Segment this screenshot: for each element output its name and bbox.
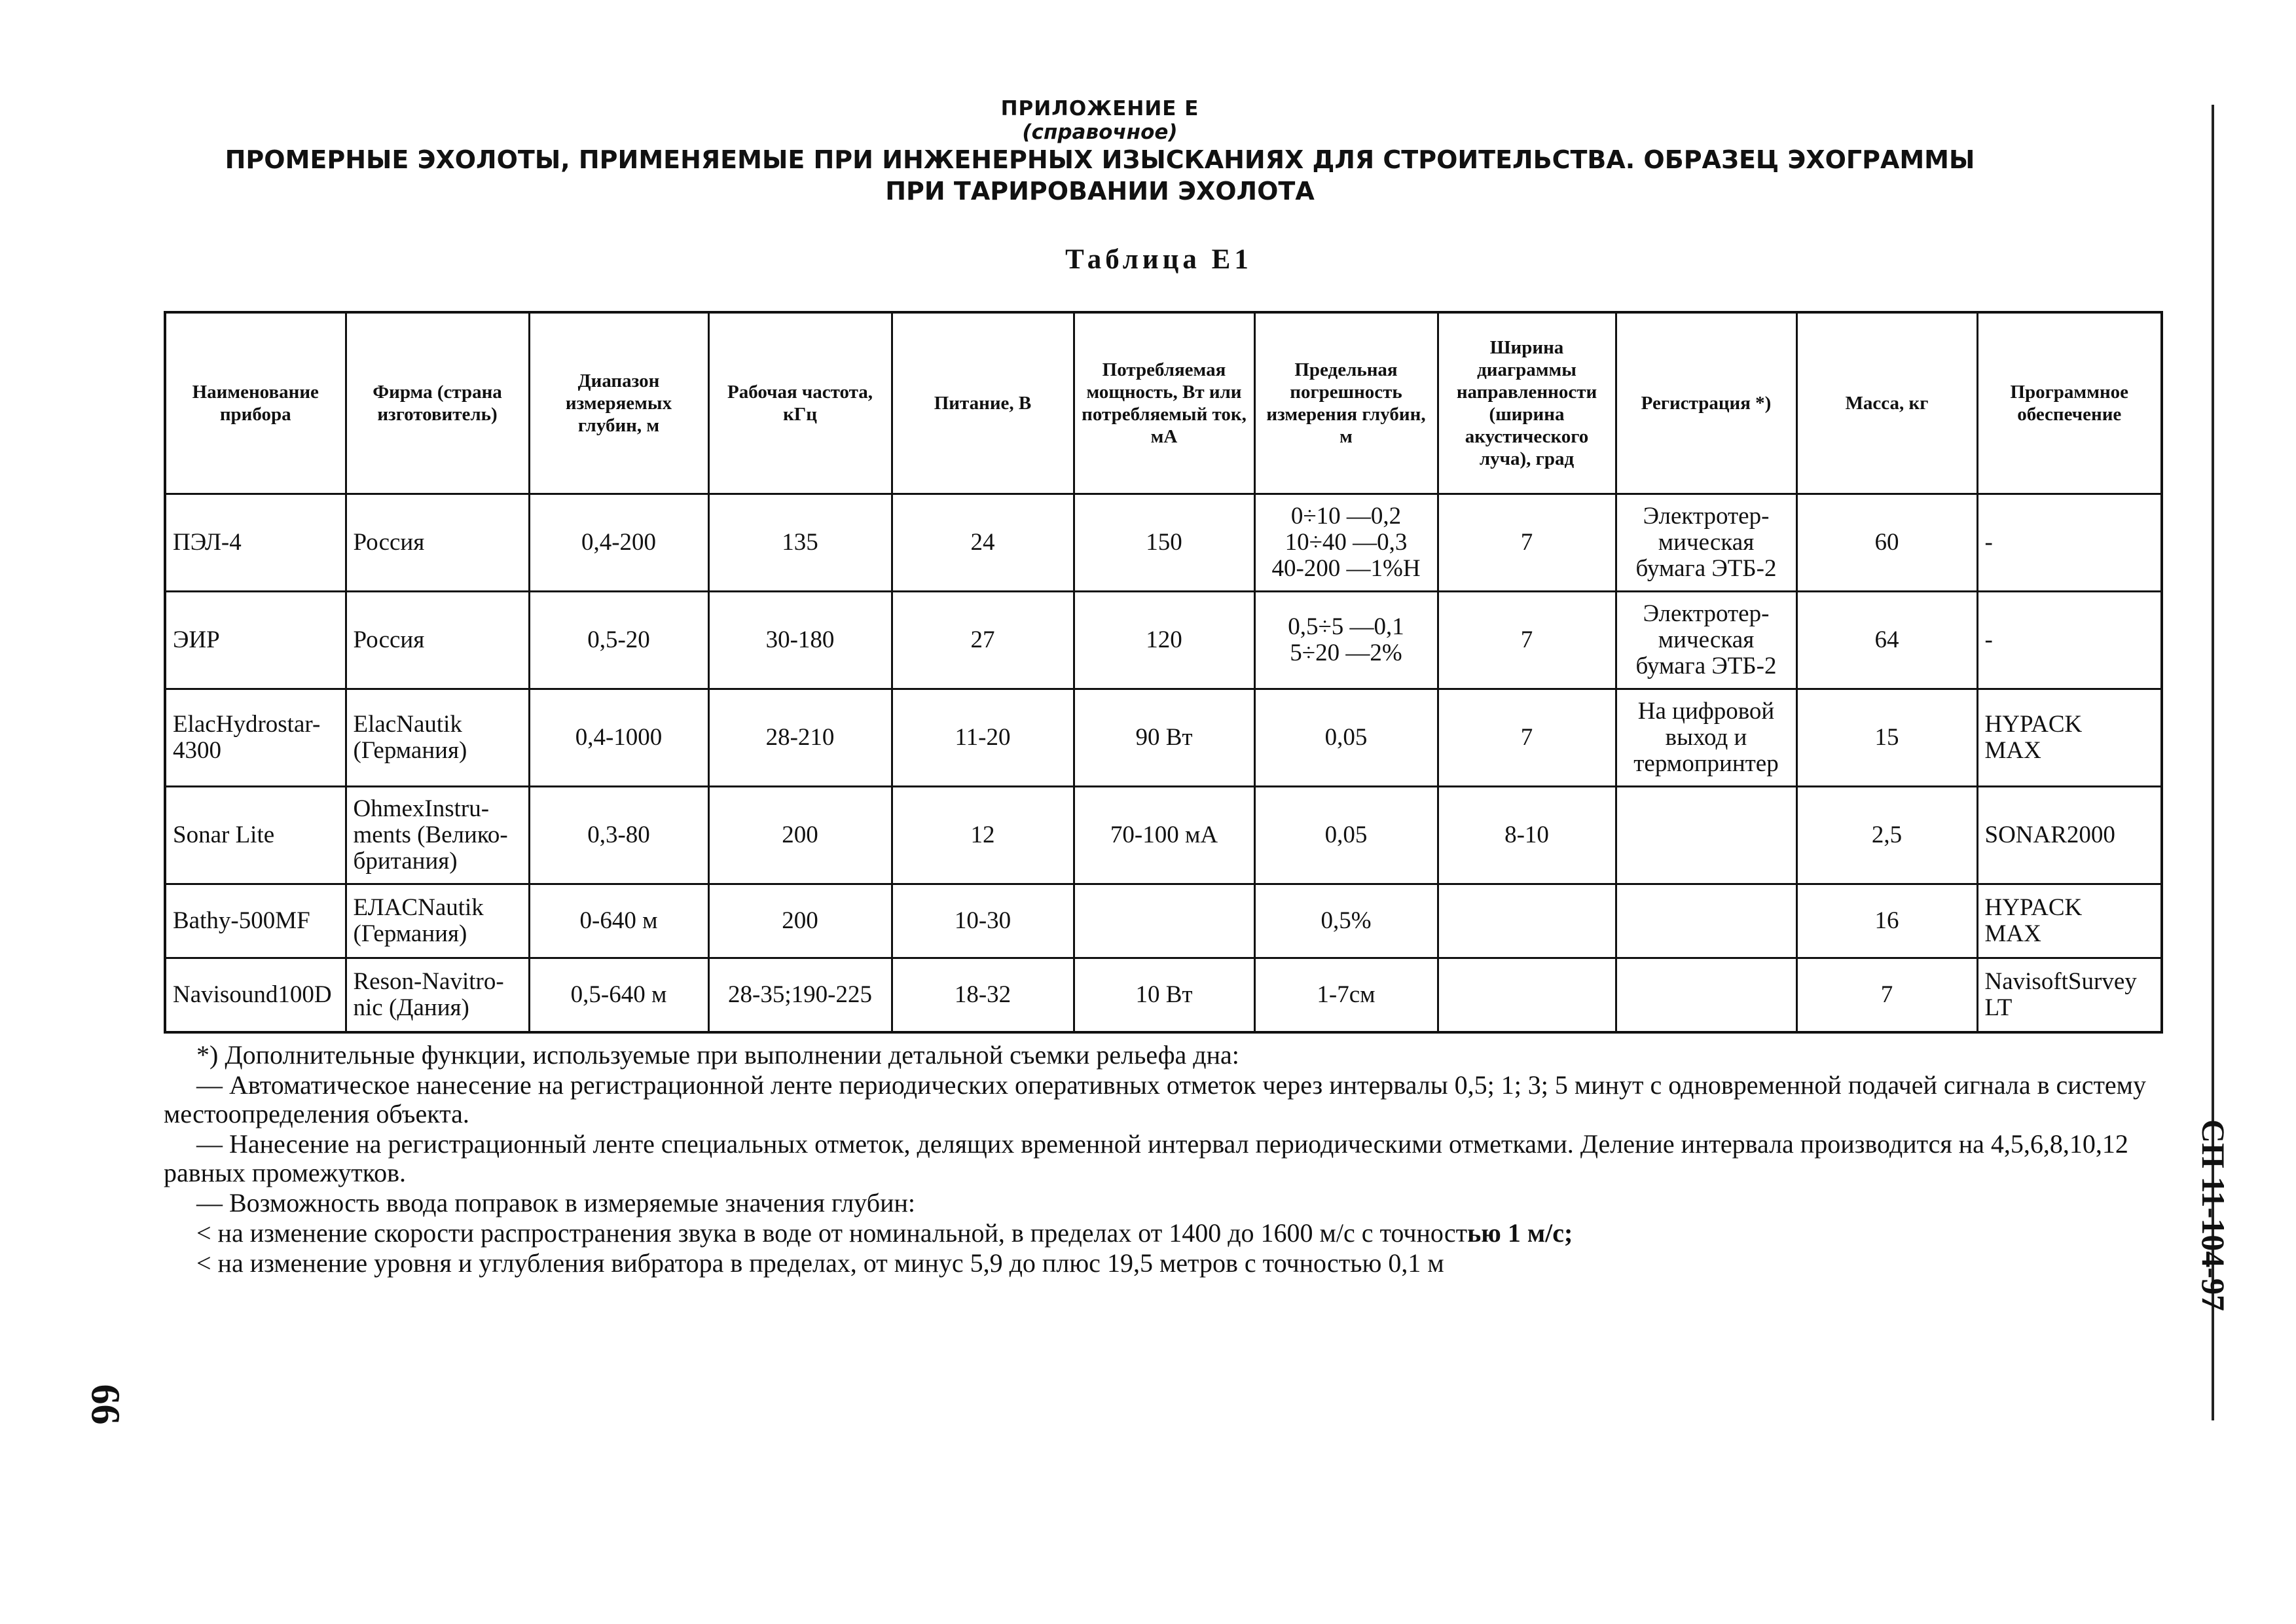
cell-software: HYPACK MAX <box>1977 689 2162 787</box>
cell-consumption: 10 Вт <box>1074 958 1254 1033</box>
cell-depth-range: 0,5-640 м <box>529 958 708 1033</box>
cell-frequency: 28-35;190-225 <box>708 958 892 1033</box>
cell-software: - <box>1977 494 2162 592</box>
column-header: Наименование прибора <box>165 312 346 494</box>
cell-device: Bathy-500MF <box>165 884 346 958</box>
cell-device: Sonar Lite <box>165 787 346 884</box>
cell-depth-range: 0,4-200 <box>529 494 708 592</box>
cell-mass: 15 <box>1796 689 1977 787</box>
cell-registration: Электротер- мическая бумага ЭТБ-2 <box>1616 494 1796 592</box>
cell-beam-width <box>1438 958 1616 1033</box>
cell-consumption: 120 <box>1074 592 1254 689</box>
cell-error: 0,5% <box>1254 884 1438 958</box>
cell-error: 0,5÷5 —0,1 5÷20 —2% <box>1254 592 1438 689</box>
cell-consumption: 90 Вт <box>1074 689 1254 787</box>
cell-power-supply: 18-32 <box>892 958 1074 1033</box>
cell-device: Navisound100D <box>165 958 346 1033</box>
table-caption: Таблица Е1 <box>1065 244 1252 275</box>
cell-frequency: 28-210 <box>708 689 892 787</box>
column-header: Программное обеспечение <box>1977 312 2162 494</box>
cell-registration: Электротер- мическая бумага ЭТБ-2 <box>1616 592 1796 689</box>
echo-sounder-table <box>164 311 2163 1034</box>
cell-frequency: 30-180 <box>708 592 892 689</box>
cell-mass: 60 <box>1796 494 1977 592</box>
cell-consumption <box>1074 884 1254 958</box>
footnote-item: < на изменение уровня и углубления вибратора в пределах, от минус 5,9 до плюс 19,5 метров с точностью 0,1 м <box>196 1248 1444 1278</box>
column-header: Ширина диаграммы направленности (ширина акустического луча), град <box>1438 312 1616 494</box>
cell-registration <box>1616 884 1796 958</box>
cell-beam-width: 7 <box>1438 494 1616 592</box>
cell-mass: 2,5 <box>1796 787 1977 884</box>
cell-maker: ElacNautik (Германия) <box>346 689 529 787</box>
cell-device: ЭИР <box>165 592 346 689</box>
cell-power-supply: 11-20 <box>892 689 1074 787</box>
cell-depth-range: 0,3-80 <box>529 787 708 884</box>
cell-registration: На цифровой выход и термопринтер <box>1616 689 1796 787</box>
cell-error: 0÷10 —0,2 10÷40 —0,3 40-200 —1%Н <box>1254 494 1438 592</box>
cell-frequency: 200 <box>708 787 892 884</box>
cell-power-supply: 12 <box>892 787 1074 884</box>
cell-beam-width: 7 <box>1438 689 1616 787</box>
cell-software: - <box>1977 592 2162 689</box>
column-header: Рабочая частота, кГц <box>708 312 892 494</box>
cell-error: 1-7см <box>1254 958 1438 1033</box>
cell-mass: 64 <box>1796 592 1977 689</box>
reference-label: (справочное) <box>1022 120 1178 144</box>
footnote-bold-text: ью 1 м/с; <box>1467 1218 1573 1248</box>
table-header-row <box>165 312 2162 494</box>
cell-software: HYPACK MAX <box>1977 884 2162 958</box>
footnotes <box>164 1041 2160 1279</box>
document-code: СП 11-104-97 <box>2195 1119 2232 1312</box>
appendix-label: ПРИЛОЖЕНИЕ Е <box>1000 97 1199 120</box>
table-row <box>165 494 2162 592</box>
footnote-item: — Нанесение на регистрационный ленте специальных отметок, делящих временной интервал периодическими отметками. Деление интервала производится на 4,5,6,8,10,12 равных промежутков. <box>164 1129 2128 1187</box>
page-title-line-2: ПРИ ТАРИРОВАНИИ ЭХОЛОТА <box>885 177 1315 206</box>
footnote-item: — Автоматическое нанесение на регистрационной ленте периодических оперативных отметок через интервалы 0,5; 1; 3; 5 минут с одновременной подачей сигнала в систему местоопределения объекта. <box>164 1070 2146 1128</box>
cell-maker: Reson-Navitro- nic (Дания) <box>346 958 529 1033</box>
cell-beam-width: 7 <box>1438 592 1616 689</box>
table-row <box>165 787 2162 884</box>
cell-mass: 7 <box>1796 958 1977 1033</box>
cell-depth-range: 0,5-20 <box>529 592 708 689</box>
cell-maker: Россия <box>346 494 529 592</box>
column-header: Диапазон измеряемых глубин, м <box>529 312 708 494</box>
table-row <box>165 592 2162 689</box>
column-header: Питание, В <box>892 312 1074 494</box>
cell-frequency: 135 <box>708 494 892 592</box>
footnote-text: < на изменение скорости распространения звука в воде от номинальной, в пределах от 1400 до 1600 м/с с точност <box>196 1218 1468 1248</box>
cell-registration <box>1616 787 1796 884</box>
cell-beam-width: 8-10 <box>1438 787 1616 884</box>
page-number: 66 <box>82 1384 128 1425</box>
column-header: Регистрация *) <box>1616 312 1796 494</box>
column-header: Предельная погрешность измерения глубин, м <box>1254 312 1438 494</box>
cell-device: ПЭЛ-4 <box>165 494 346 592</box>
table-row <box>165 958 2162 1033</box>
table-row <box>165 689 2162 787</box>
cell-consumption: 150 <box>1074 494 1254 592</box>
column-header: Фирма (страна изготовитель) <box>346 312 529 494</box>
cell-depth-range: 0,4-1000 <box>529 689 708 787</box>
cell-power-supply: 10-30 <box>892 884 1074 958</box>
cell-depth-range: 0-640 м <box>529 884 708 958</box>
cell-frequency: 200 <box>708 884 892 958</box>
cell-maker: Россия <box>346 592 529 689</box>
cell-mass: 16 <box>1796 884 1977 958</box>
column-header: Потребляемая мощность, Вт или потребляемый ток, мА <box>1074 312 1254 494</box>
column-header: Масса, кг <box>1796 312 1977 494</box>
page-title-line-1: ПРОМЕРНЫЕ ЭХОЛОТЫ, ПРИМЕНЯЕМЫЕ ПРИ ИНЖЕНЕРНЫХ ИЗЫСКАНИЯХ ДЛЯ СТРОИТЕЛЬСТВА. ОБРАЗЕЦ ЭХОГРАММЫ <box>225 145 1975 174</box>
cell-software: NavisoftSurvey LT <box>1977 958 2162 1033</box>
footnote-item <box>164 1219 2160 1248</box>
cell-device: ElacHydrostar- 4300 <box>165 689 346 787</box>
cell-software: SONAR2000 <box>1977 787 2162 884</box>
table-row <box>165 884 2162 958</box>
cell-consumption: 70-100 мА <box>1074 787 1254 884</box>
cell-maker: ЕЛACNautik (Германия) <box>346 884 529 958</box>
cell-power-supply: 24 <box>892 494 1074 592</box>
cell-maker: OhmexInstru- ments (Велико- британия) <box>346 787 529 884</box>
cell-registration <box>1616 958 1796 1033</box>
footnote-intro: *) Дополнительные функции, используемые при выполнении детальной съемки рельефа дна: <box>196 1040 1239 1070</box>
cell-error: 0,05 <box>1254 787 1438 884</box>
cell-error: 0,05 <box>1254 689 1438 787</box>
cell-beam-width <box>1438 884 1616 958</box>
cell-power-supply: 27 <box>892 592 1074 689</box>
footnote-item: — Возможность ввода поправок в измеряемые значения глубин: <box>196 1188 916 1218</box>
